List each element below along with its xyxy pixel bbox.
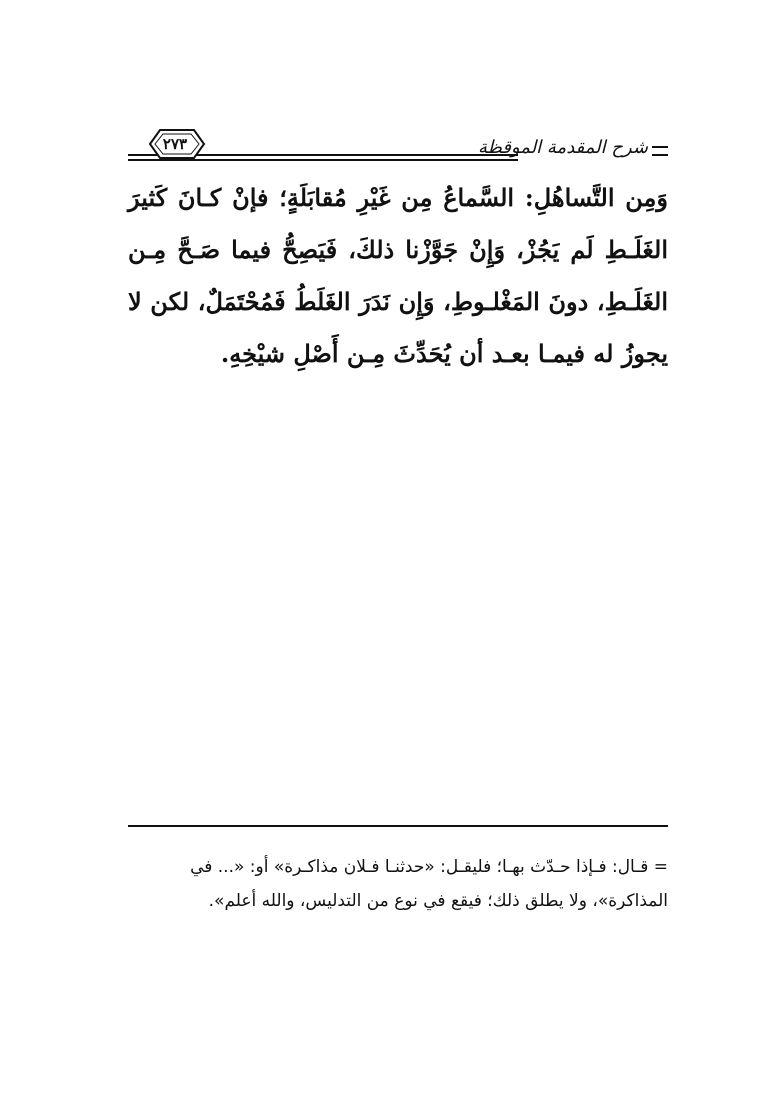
footnote-line-2: المذاكرة»، ولا يطلق ذلك؛ فيقع في نوع من التدليس، والله أعلم». (208, 891, 668, 911)
running-title: شرح المقدمة الموقظة (477, 137, 648, 158)
footnote-line-1: = قـال: فـإذا حـدّث بهـا؛ فليقـل: «حدثنـا فـلان مذاكـرة» أو: «... في (190, 857, 668, 877)
page-header (128, 118, 668, 168)
page-number: ٢٧٣ (162, 135, 188, 153)
page-number-badge (146, 126, 206, 162)
main-paragraph: وَمِن التَّساهُلِ: السَّماعُ مِن غَيْرِ مُقابَلَةٍ؛ فإنْ كـانَ كَثيرَ الغَلَـطِ لَم يَجُزْ، وَإِنْ جَوَّزْنا ذلكَ، فَيَصِحُّ فيما صَـحَّ مِـن الغَلَـطِ، دونَ المَغْلـوطِ، وَإِن نَدَرَ الغَلَطُ فَمُحْتَمَلٌ، لكن لا يجوزُ له فيمـا بعـد أن يُحَدِّثَ مِـن أَصْلِ شيْخِهِ. (128, 183, 668, 368)
title-dash-ornament (652, 146, 668, 156)
main-text-block (128, 172, 668, 380)
footnote-separator (128, 825, 668, 827)
footnote-block (128, 850, 668, 918)
